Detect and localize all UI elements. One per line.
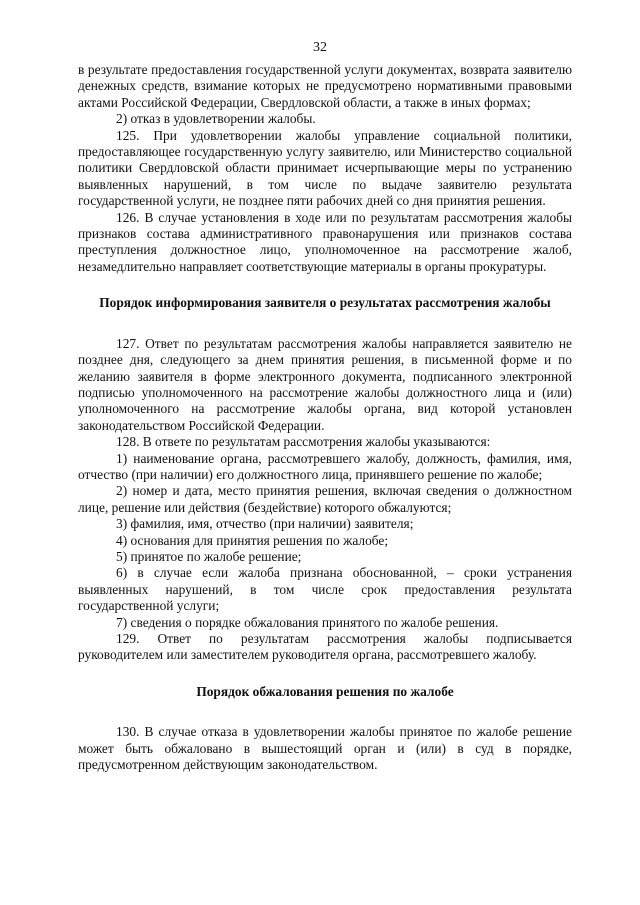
list-item-3: 3) фамилия, имя, отчество (при наличии) заявителя; — [116, 516, 414, 532]
document-body — [78, 62, 572, 773]
list-item-2: 2) номер и дата, место принятия решения, включая сведения о должностном лице, решение или действия (бездействие) которого обжалуются; — [78, 483, 572, 515]
paragraph-129: 129. Ответ по результатам рассмотрения жалобы подписывается руководителем или заместителем руководителя органа, рассмотревшего жалобу. — [78, 631, 572, 663]
section-heading-informing: Порядок информирования заявителя о результатах рассмотрения жалобы — [99, 295, 551, 311]
paragraph-refusal-item: 2) отказ в удовлетворении жалобы. — [116, 111, 316, 127]
section-heading-appeal: Порядок обжалования решения по жалобе — [196, 683, 454, 699]
paragraph-continuation: в результате предоставления государственной услуги документах, возврата заявителю денежных средств, взимание которых не предусмотрено нормативными правовыми актами Российской Федерации, Свердловской области, а также в иных формах; — [78, 62, 572, 110]
paragraph-128: 128. В ответе по результатам рассмотрения жалобы указываются: — [116, 434, 491, 450]
paragraph-126: 126. В случае установления в ходе или по результатам рассмотрения жалобы признаков состава административного правонарушения или признаков состава преступления должностное лицо, уполномоченное на рассмотрение жалоб, незамедлительно направляет соответствующие материалы в органы прокуратуры. — [78, 209, 572, 274]
paragraph-127: 127. Ответ по результатам рассмотрения жалобы направляется заявителю не позднее дня, следующего за днем принятия решения, в письменной форме и по желанию заявителя в форме электронного документа, подписанного электронной подписью уполномоченного на рассмотрение жалобы должностного лица и (или) уполномоченного на рассмотрение жалобы органа, вид которой установлен законодательством Российской Федерации. — [78, 335, 572, 433]
list-item-6: 6) в случае если жалоба признана обоснованной, – сроки устранения выявленных нарушений, в том числе срок предоставления результата государственной услуги; — [78, 565, 572, 614]
page-number: 32 — [313, 40, 327, 55]
list-item-5: 5) принятое по жалобе решение; — [116, 548, 302, 564]
list-item-4: 4) основания для принятия решения по жалобе; — [116, 532, 389, 548]
list-item-1: 1) наименование органа, рассмотревшего жалобу, должность, фамилия, имя, отчество (при наличии) его должностного лица, принявшего решение по жалобе; — [78, 450, 572, 482]
paragraph-125: 125. При удовлетворении жалобы управление социальной политики, предоставляющее государственную услугу заявителю, или Министерство социальной политики Свердловской области принимает исчерпывающие меры по устранению выявленных нарушений, в том числе по выдаче заявителю результата государственной услуги, не позднее пяти рабочих дней со дня принятия решения. — [78, 127, 572, 209]
list-item-7: 7) сведения о порядке обжалования принятого по жалобе решения. — [116, 614, 499, 630]
paragraph-130: 130. В случае отказа в удовлетворении жалобы принятое по жалобе решение может быть обжаловано в вышестоящий орган и (или) в суд в порядке, предусмотренном действующим законодательством. — [78, 724, 572, 773]
